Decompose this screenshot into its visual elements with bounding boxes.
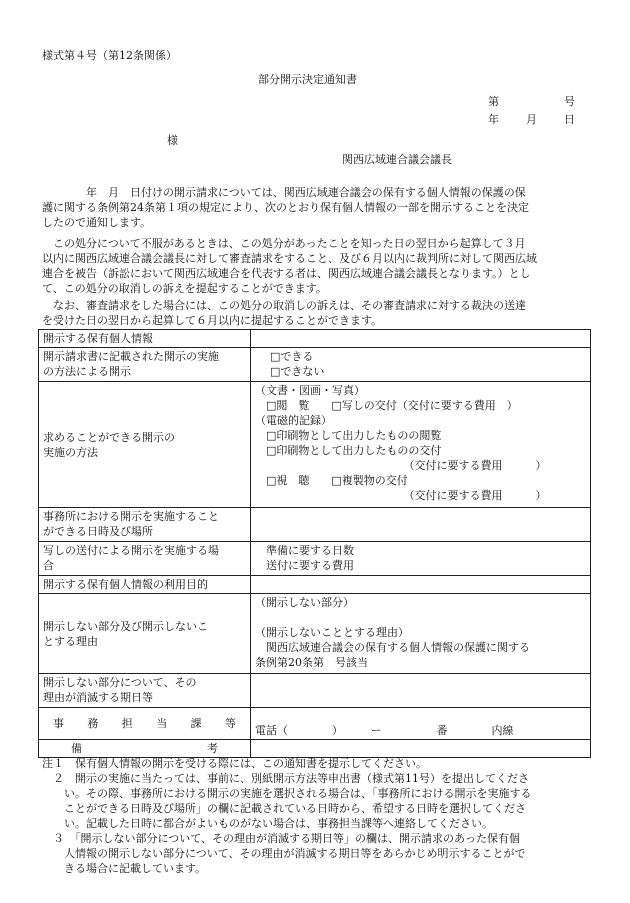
- sender: 関西広域連合議会議長: [342, 153, 452, 166]
- expiry-label: [39, 674, 251, 708]
- label-line: 写しの送付による開示を実施する場: [43, 544, 219, 557]
- option-line: （文書・図画・写真）: [255, 384, 365, 397]
- label-line: 求めることができる開示の: [43, 430, 175, 444]
- mail-value: [251, 542, 591, 576]
- note-line: い。その際、事務所における開示の実施を選択される場合は、「事務所における開示を実施する: [42, 787, 532, 800]
- contact-label: 事務担当課等: [53, 717, 236, 730]
- note-line: ２ 開示の実施に当たっては、事前に、別紙開示方法等申出書（様式第11号）を提出してくださ: [42, 772, 529, 785]
- label-line: 実施の方法: [43, 445, 98, 459]
- desired-method-options: [251, 382, 591, 508]
- body-line: 以内に関西広域連合議会議長に対して審査請求をすること、及び６月以内に裁判所に対して関西広域: [42, 252, 537, 265]
- nondisclosed-value: [251, 594, 591, 674]
- mail-label: [39, 542, 251, 576]
- option-cannot: □できない: [270, 365, 325, 378]
- purpose-value: [251, 576, 591, 594]
- ref-go: 号: [564, 95, 575, 108]
- option-line: □視 聴 □複製物の交付: [255, 474, 408, 487]
- prep-days: 準備に要する日数: [255, 544, 354, 557]
- notes: [42, 756, 597, 876]
- label-line: 開示しない部分及び開示しないこ: [43, 619, 208, 633]
- label-line: とする理由: [43, 634, 98, 648]
- held-info-value: [251, 330, 591, 348]
- ref-month: 月: [526, 113, 537, 126]
- label-line: 開示請求書に記載された開示の実施: [43, 350, 219, 363]
- office-label: [39, 508, 251, 542]
- reason-line: （開示しないこととする理由）: [255, 626, 409, 639]
- reason-line: （開示しない部分）: [255, 596, 354, 609]
- note-line: ことができる日時及び場所」の欄に記載されている日時から、希望する日時を選択してくださ: [42, 802, 526, 815]
- desired-method-label: [39, 382, 251, 508]
- reason-line: 条例第20条第 号該当: [255, 656, 368, 669]
- option-line: （電磁的記録）: [255, 414, 332, 427]
- purpose-label: 開示する保有個人情報の利用目的: [39, 576, 251, 594]
- note-line: ３ 「開示しない部分について、その理由が消滅する期日等」の欄は、開示請求のあった保有個: [42, 832, 520, 845]
- option-line: □閲 覧 □写しの交付（交付に要する費用 ）: [255, 399, 518, 412]
- body-line: て、この処分の取消しの訴えを提起することができます。: [42, 282, 327, 295]
- body-paragraph-3: [42, 298, 590, 328]
- mail-cost: 送付に要する費用: [255, 559, 354, 572]
- body-line: この処分について不服があるときは、この処分があったことを知った日の翌日から起算して３月: [42, 237, 526, 250]
- ref-year: 年: [488, 113, 499, 126]
- contact-phone-line: 電話（ ） ー 番 内線: [255, 724, 514, 737]
- body-line: を受けた日の翌日から起算して６月以内に提起することができます。: [42, 314, 383, 327]
- option-can: □できる: [270, 350, 314, 363]
- contact-value: [251, 708, 591, 740]
- form-id: 様式第４号（第12条関係）: [42, 49, 177, 62]
- body-paragraph-2: [42, 236, 590, 296]
- option-line: □印刷物として出力したものの交付: [255, 444, 442, 457]
- remarks-label-cell: [39, 740, 251, 758]
- label-line: 合: [43, 559, 54, 572]
- label-line: 理由が消滅する期日等: [43, 691, 153, 704]
- note-line: きる場合に記載しています。: [42, 862, 207, 875]
- body-line: 護に関する条例第24条第１項の規定により、次のとおり保有個人情報の一部を開示することを決定: [42, 201, 529, 214]
- ref-dai: 第: [488, 95, 499, 108]
- reason-line: 関西広域連合議会の保有する個人情報の保護に関する: [255, 641, 530, 654]
- office-value: [251, 508, 591, 542]
- label-line: 開示しない部分について、その: [43, 676, 197, 689]
- note-line: 注１ 保有個人情報の開示を受ける際には、この通知書を提示してください。: [42, 757, 427, 770]
- label-line: ができる日時及び場所: [43, 525, 153, 538]
- expiry-value: [251, 674, 591, 708]
- body-paragraph-1: [42, 185, 590, 230]
- option-line: □印刷物として出力したものの閲覧: [255, 429, 442, 442]
- held-info-label: 開示する保有個人情報: [39, 330, 251, 348]
- reason-line: [255, 610, 586, 625]
- method-options: [251, 348, 591, 382]
- disclosure-table: [38, 329, 591, 758]
- document-title: 部分開示決定通知書: [258, 73, 357, 86]
- option-line: （交付に要する費用 ）: [255, 489, 547, 502]
- addressee: 様: [167, 134, 178, 147]
- nondisclosed-label: [39, 594, 251, 674]
- note-line: い。記載した日時に都合がよいものがない場合は、事務担当課等へ連絡してください。: [42, 817, 493, 830]
- note-line: 人情報の開示しない部分について、その理由が消滅する期日等をあらかじめ明示することがで: [42, 847, 526, 860]
- remarks-value: [251, 740, 591, 758]
- label-line: の方法による開示: [43, 365, 131, 378]
- contact-label-cell: [39, 708, 251, 740]
- option-line: （交付に要する費用 ）: [255, 459, 547, 472]
- body-line: 年 月 日付けの開示請求については、関西広域連合議会の保有する個人情報の保護の保: [42, 186, 526, 199]
- body-line: したので通知します。: [42, 216, 152, 229]
- body-line: 連合を被告（訴訟において関西広域連合を代表する者は、関西広域連合議会議長となります。）とし: [42, 267, 531, 280]
- remarks-label: 備考: [71, 742, 218, 755]
- ref-day: 日: [564, 113, 575, 126]
- body-line: なお、審査請求をした場合には、この処分の取消しの訴えは、その審査請求に対する裁決の送達: [42, 299, 526, 312]
- method-label: [39, 348, 251, 382]
- label-line: 事務所における開示を実施すること: [43, 510, 219, 523]
